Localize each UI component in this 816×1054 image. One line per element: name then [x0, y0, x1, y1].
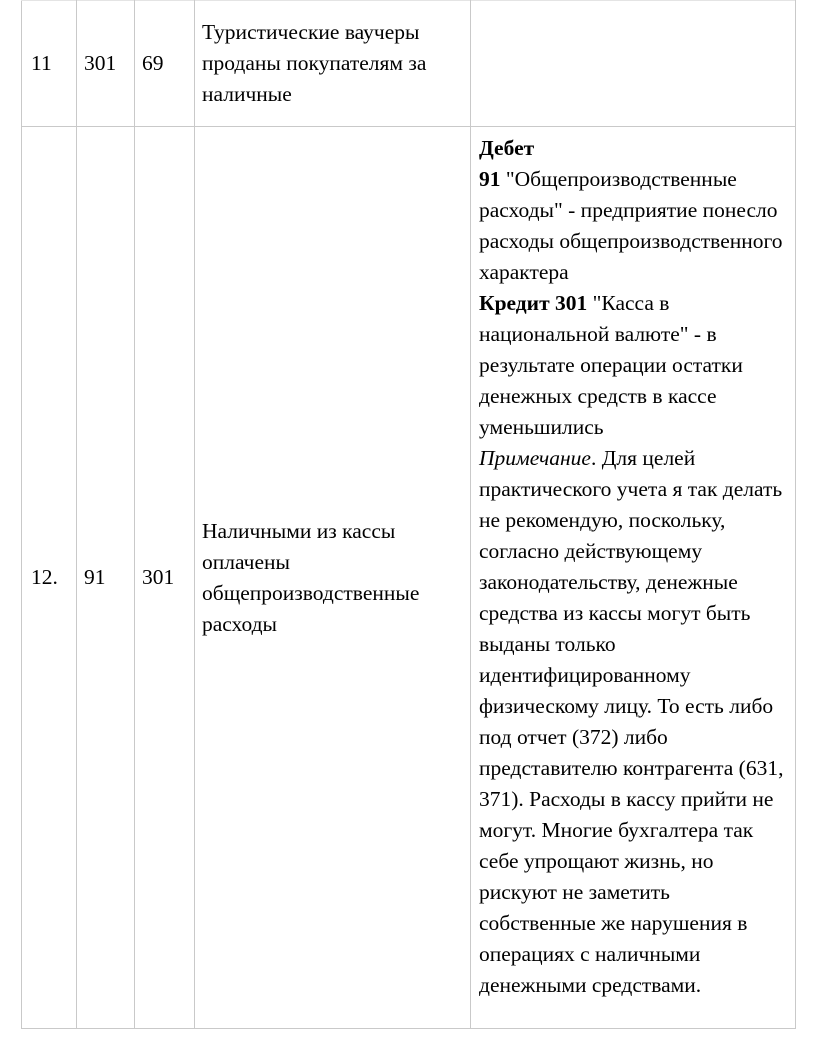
comment-cell — [471, 1, 796, 127]
comment-cell — [471, 127, 796, 1029]
note-label: Примечание — [479, 446, 591, 470]
credit-explanation — [479, 291, 743, 439]
row-number-cell: 11 — [22, 1, 77, 127]
operation-description-cell: Наличными из кассы оплачены общепроизводственные расходы — [195, 127, 471, 1029]
debit-explanation — [479, 167, 783, 284]
debit-text: "Общепроизводственные расходы" - предприятие понесло расходы общепроизводственного характера — [479, 167, 783, 284]
row-number-cell: 12. — [22, 127, 77, 1029]
credit-heading: Кредит 301 — [479, 291, 588, 315]
operation-description-cell: Туристические ваучеры проданы покупателям за наличные — [195, 1, 471, 127]
note-text: . Для целей практического учета я так делать не рекомендую, поскольку, согласно действующему законодательству, денежные средства из кассы могут быть выданы только идентифицированному физическому лицу. То есть либо под отчет (372) либо представителю контрагента (631, 371). Расходы в кассу прийти не могут. Многие бухгалтера так себе упрощают жизнь, но рискуют не заметить собственные же нарушения в операциях с наличными денежными средствами. — [479, 446, 784, 997]
debit-account-number: 91 — [479, 167, 501, 191]
debit-account-cell: 91 — [77, 127, 135, 1029]
credit-account-cell: 69 — [135, 1, 195, 127]
note-paragraph — [479, 446, 783, 997]
credit-account-cell: 301 — [135, 127, 195, 1029]
table-row — [22, 127, 796, 1029]
accounting-entries-table — [21, 0, 796, 1029]
debit-account-cell: 301 — [77, 1, 135, 127]
table-row — [22, 1, 796, 127]
credit-text: "Касса в национальной валюте" - в результате операции остатки денежных средств в кассе уменьшились — [479, 291, 743, 439]
debit-heading: Дебет — [479, 136, 535, 160]
